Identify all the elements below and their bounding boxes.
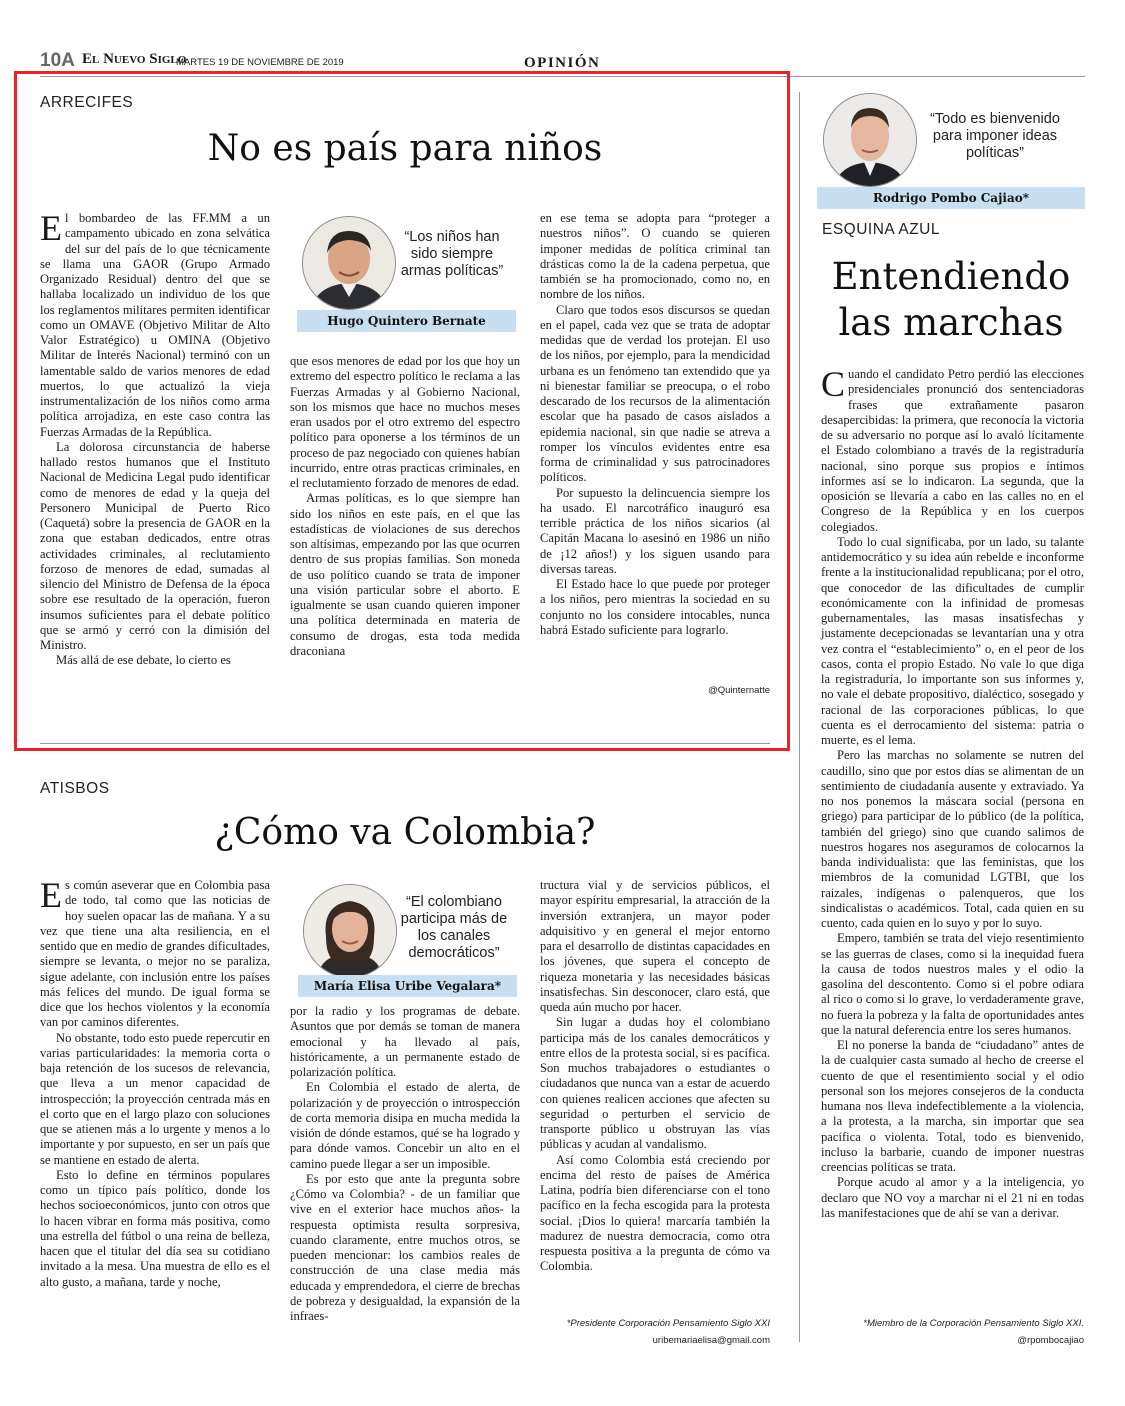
author-photo bbox=[823, 93, 917, 187]
paragraph: uando el candidato Petro perdió las elecciones presidenciales pronunció dos sentenciadoras frases que extrañamente pasaron desapercibidas: la primera, que reconocía la victoria de su adversario no porque así lo avaló lícitamente el Estado colombiano a través de la registraduría nacional, sino porque sus propios e íntimos informes así se lo indicaron. La segunda, que la oposición se llevaría a cabo en las calles no en el Congreso de la República y en los cuerpos colegiados. bbox=[821, 367, 1084, 534]
paragraph: La dolorosa circunstancia de haberse hallado restos humanos que el Instituto Nacional de Medicina Legal pudo identificar como de menores de edad y la queja del Personero Municipal de Puerto Rico (Caquetá) sobre la presencia de GAOR en la zona que estaban dedicados, entre otras actividades criminales, al reclutamiento forzoso de menores de edad, sumadas al silencio del Ministro de Defensa de la época sobre ese resultado de la operación, fueron insumos suficientes para el debate político que se armó y cerró con la dimisión del Ministro. bbox=[40, 439, 270, 652]
author-box bbox=[298, 881, 517, 999]
paragraph: Claro que todos esos discursos se quedan en el papel, cada vez que se trata de adoptar medidas que de verdad los protejan. El uso de los niños, por ejemplo, para la mendicidad urbana es un fenómeno tan extendido que ya ni bienestar familiar se preocupa, o el robo descarado de los recursos de la alimentación escolar que ha pasado de casos aislados a epidemia nacional, sin que nadie se atreva a romper los vínculos evidentes entre esa forma de criminalidad y sus patrocinadores políticos. bbox=[540, 302, 770, 485]
portrait-icon bbox=[824, 94, 916, 186]
paragraph: en ese tema se adopta para “proteger a nuestros niños”. O cuando se quieren imponer medidas de política criminal tan drásticas como la de la cadena perpetua, que también se ha promocionado, como no, en nombre de los niños. bbox=[540, 211, 770, 302]
article2-column-1 bbox=[40, 875, 270, 1290]
paragraph: Es por esto que ante la pregunta sobre ¿Cómo va Colombia? - de un familiar que vive en el exterior hace muchos años- la respuesta optimista resulta sorpresiva, cuando claramente, entre muchos otros, se pueden mencionar: los cambios reales de construcción de una clase media más educada y emprendedora, el cierre de brechas de pobreza y desigualdad, la expansión de la infraes- bbox=[290, 1171, 520, 1323]
article1-headline: No es país para niños bbox=[207, 128, 603, 169]
article2-headline: ¿Cómo va Colombia? bbox=[214, 812, 596, 853]
paragraph: Empero, también se trata del viejo resentimiento se las guerras de clases, como si la inequidad fuera la causa de todos nuestros males y el odio la gasolina del descontento. Como si el pobre odiara al rico o como si lo grave, lo verdaderamente grave, no fuera la pobreza y la falta de oportunidades antes que la natural deferencia entre los seres humanos. bbox=[821, 931, 1084, 1037]
author-photo bbox=[303, 884, 397, 978]
portrait-icon bbox=[304, 885, 396, 977]
author-box bbox=[817, 93, 1085, 211]
article1-column-2 bbox=[290, 354, 520, 659]
paragraph: Sin lugar a dudas hoy el colombiano participa más de los canales democráticos y entre ellos de la protesta social, si es pacífica. Son muchos trabajadores o estudiantes o ciudadanos que nunca van a estar de acuerdo con quienes realicen acciones que afecten su seguridad o perturben el servicio de transporte público u obstruyan las vías públicas y acudan al vandalismo. bbox=[540, 1015, 770, 1152]
pull-quote: “Todo es bienvenido para imponer ideas políticas” bbox=[930, 111, 1060, 161]
paragraph: Por supuesto la delincuencia siempre los ha usado. El narcotráfico inauguró esa terrible práctica de los niños sicarios (al Capitán Macana lo asesinó en 1986 un niño de ¡12 años!) y los siguen usando para diversas tareas. bbox=[540, 485, 770, 576]
article3-column bbox=[821, 364, 1084, 1221]
dropcap: C bbox=[821, 364, 846, 404]
paragraph: El Estado hace lo que puede por proteger a los niños, pero mientras la sociedad en su conjunto no los considere intocables, nunca habrá Estado suficiente para lograrlo. bbox=[540, 577, 770, 637]
paragraph: s común aseverar que en Colombia pasa de todo, tal como que las noticias de hoy suelen opacar las de mañana. Y a su vez que tiene una alta resiliencia, en el sentido que en medio de grandes dificultades, siempre se levanta, o mejor no se paraliza, sigue adelante, con inclusión entre los países más felices del mundo. De igual forma se dice que los hechos violentos y la economía van por caminos diferentes. bbox=[40, 878, 270, 1030]
author-email: uribemariaelisa@gmail.com bbox=[652, 1335, 770, 1346]
author-handle: @Quinternatte bbox=[708, 685, 770, 696]
pull-quote: “El colombiano participa más de los canales democráticos” bbox=[400, 894, 508, 961]
section-label-atisbos: ATISBOS bbox=[40, 780, 110, 797]
article1-column-3 bbox=[540, 211, 770, 638]
paragraph: l bombardeo de las FF.MM a un campamento ubicado en zona selvática del sur del país de lo que técnicamente se llama una GAOR (Grupo Armado Organizado Residual) dentro del que se hallaba localizado un individuo de los que los reglamentos militares permiten identificar como un OMAVE (Objetivo Militar de Alto Valor Estratégico) u OMINA (Objetivo Militar de Interés Nacional) terminó con un lamentable saldo de varios menores de edad muertos, lo que actualizó la vieja instrumentalización de los niños como arma política arrojadiza, en este caso contra las Fuerzas Armadas de la República. bbox=[40, 211, 270, 439]
article1-column-1 bbox=[40, 208, 270, 669]
section-label-esquina-azul: ESQUINA AZUL bbox=[822, 221, 940, 238]
paragraph: No obstante, todo esto puede repercutir en varias particularidades: la memoria corta o baja retención de los sucesos de relevancia, que lleva a un menor capacidad de introspección; la proyección centrada más en el corto que en el largo plazo con soluciones que se atienen más a lo urgente y menos a lo importante y por supuesto, en ser un país que se mantiene en estado de alerta. bbox=[40, 1030, 270, 1167]
paragraph: Pero las marchas no solamente se nutren del caudillo, sino que por estos días se alimentan de un sentimiento de ciudadanía ausente y extraviado. Ya no nos ponemos la máscara social (persona en griego) para participar de lo público (de la política, también del griego) sino que cuando salimos de nuestros hogares nos aseguramos de colocarnos la banda individualista: que las feministas, que los miembros de la comunidad LGTBI, que los raizales, indígenas o palenqueros, que los sindicalistas o académicos. Total, cada quien en su cuento, cada quien en lo suyo y por lo suyo. bbox=[821, 748, 1084, 930]
section-name: OPINIÓN bbox=[524, 55, 601, 71]
column-divider bbox=[799, 92, 800, 1342]
author-name-bar: Hugo Quintero Bernate bbox=[297, 310, 516, 332]
paragraph: Esto lo define en términos populares como un típico país político, donde los hechos socioeconómicos, junto con otros que lo hacen vibrar en forma más positiva, como una estrella del fútbol o una reina de belleza, hacen que el titular del día sea su cotidiano invitado a la mesa. Una muestra de ello es el alto gusto, a mañana, tarde y noche, bbox=[40, 1167, 270, 1289]
article2-column-3 bbox=[540, 878, 770, 1275]
headline-line-2: las marchas bbox=[838, 301, 1064, 344]
paragraph: Porque acudo al amor y a la inteligencia, yo declaro que NO voy a marchar ni el 21 ni en todas las manifestaciones que de ahí se van a derivar. bbox=[821, 1175, 1084, 1220]
author-photo bbox=[302, 216, 396, 310]
page-header bbox=[40, 50, 1085, 72]
article3-headline bbox=[818, 254, 1084, 346]
section-label-arrecifes: ARRECIFES bbox=[40, 94, 134, 111]
paragraph: En Colombia el estado de alerta, de polarización y de proyección o introspección de corta memoria disipa en mucha medida la visión de dónde estamos, qué se ha logrado y para dónde vamos. Concebir un alto en el camino puede llegar a ser un imposible. bbox=[290, 1080, 520, 1171]
author-name-bar: Rodrigo Pombo Cajiao* bbox=[817, 187, 1085, 209]
author-handle: @rpombocajiao bbox=[1017, 1335, 1084, 1346]
paragraph: Armas políticas, es lo que siempre han sido los niños en este país, en el que las estadísticas de violaciones de sus derechos son altísimas, empezando por las que ocurren dentro de sus propias familias. Son moneda de uso político cuando se trata de imponer una visión particular sobre el aborto. E igualmente se usan cuando quieren imponer una política determinada en materia de consumo de drogas, esta toda medida draconiana bbox=[290, 491, 520, 658]
article-separator bbox=[40, 743, 770, 744]
author-box bbox=[297, 213, 516, 333]
author-name-bar: María Elisa Uribe Vegalara* bbox=[298, 975, 517, 997]
paragraph: tructura vial y de servicios públicos, el mayor espíritu empresarial, la atracción de la inversión extranjera, un mayor poder adquisitivo y en general el mejor entorno para el desarrollo de distintas capacidades en los jóvenes, que supera el concepto de riqueza monetaria y las necesidades básicas insatisfechas. Sin desconocer, claro está, que queda aún mucho por hacer. bbox=[540, 878, 770, 1014]
paragraph: Todo lo cual significaba, por un lado, su talante antidemocrático y su idea aún rebelde e inconforme frente a la institucionalidad republicana; por el otro, que conocedor de las dificultades de cumplir económicamente con la infinidad de promesas gubernamentales, las masas insatisfechas y justamente decepcionadas se levantarían una y otra vez contra el “establecimiento” o, en el peor de los casos, conta el propio Estado. No vale lo que diga la registraduría, lo importante son sus informes y, no vale el debate propositivo, dialéctico, sosegado y racional de las corporaciones públicas, lo que cuenta es el derrocamiento del sistema: patria o muerte, es el lema. bbox=[821, 534, 1084, 747]
article2-column-2 bbox=[290, 1004, 520, 1324]
paragraph: que esos menores de edad por los que hoy un extremo del espectro político le reclama a las Fuerzas Armadas y al Gobierno Nacional, son los mismos que hace no muchos meses eran usados por el otro extremo del espectro político para oponerse a los términos de un proceso de paz negociado con quienes habían incurrido, entre otras practicas criminales, en el reclutamiento forzado de menores de edad. bbox=[290, 354, 520, 490]
author-footnote: *Presidente Corporación Pensamiento Siglo XXI bbox=[566, 1318, 770, 1329]
author-footnote: *Miembro de la Corporación Pensamiento Siglo XXI. bbox=[863, 1318, 1084, 1329]
portrait-icon bbox=[303, 217, 395, 309]
dropcap: E bbox=[40, 208, 62, 248]
newspaper-name: El Nuevo Siglo bbox=[82, 51, 187, 67]
headline-line-1: Entendiendo bbox=[831, 255, 1071, 298]
pull-quote: “Los niños han sido siempre armas políticas” bbox=[400, 229, 504, 279]
paragraph: Así como Colombia está creciendo por encima del resto de países de América Latina, podría bien diferenciarse con el tono pacífico en la fecha escogida para la protesta social. ¡Dios lo quiera! marcaría también la madurez de nuestra democracia, como otra respuesta positiva a la pregunta de cómo va Colombia. bbox=[540, 1152, 770, 1274]
paragraph: Más allá de ese debate, lo cierto es bbox=[56, 653, 231, 668]
page-number: 10A bbox=[40, 50, 75, 71]
issue-date: MARTES 19 DE NOVIEMBRE DE 2019 bbox=[176, 57, 344, 68]
dropcap: E bbox=[40, 875, 62, 915]
paragraph: por la radio y los programas de debate. Asuntos que por demás se toman de manera emocional y ha llevado al país, históricamente, a un permanente estado de polarización política. bbox=[290, 1004, 520, 1079]
paragraph: El no ponerse la banda de “ciudadano” antes de la de cualquier casta sumado al hecho de creerse el cuento de que el resentimiento social y el odio personal son los mejores consejeros de la conducta humana nos lleva indefectiblemente a la violencia, a la protesta, a la marcha, sin importar que sea pacífica o violenta. Total, todo es bienvenido, incluso la barbarie, cuando de imponer nuestras creencias políticas se trata. bbox=[821, 1038, 1084, 1174]
